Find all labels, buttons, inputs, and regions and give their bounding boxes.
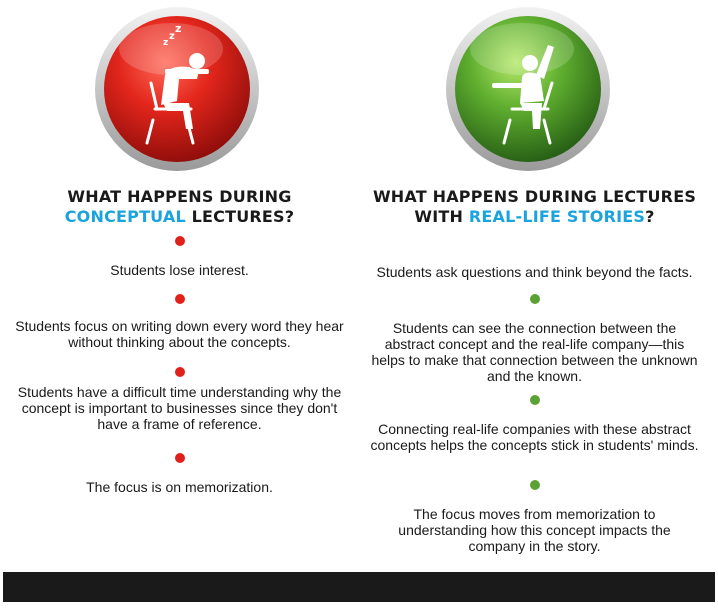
list-item [0, 294, 359, 350]
heading-line2 [355, 207, 714, 227]
item-text: Students can see the connection between the abstract concept and the real-life company—this helps to make that connection between the unknown and the known. [371, 320, 698, 384]
list-item [0, 453, 359, 495]
red-bullet-icon [175, 367, 185, 377]
heading-line1: WHAT HAPPENS DURING LECTURES [372, 187, 697, 206]
svg-text:z: z [175, 22, 182, 35]
list-item [355, 294, 714, 384]
red-bullet-icon [175, 294, 185, 304]
item-text: The focus is on memorization. [86, 479, 273, 495]
real-life-stories-column [359, 0, 718, 570]
heading-rest: ? [645, 207, 655, 226]
item-text: The focus moves from memorization to understanding how this concept impacts the company in the story. [398, 506, 671, 554]
heading-line1: WHAT HAPPENS DURING [67, 187, 292, 206]
item-text: Students ask questions and think beyond the facts. [376, 264, 693, 280]
heading-rest: LECTURES? [185, 207, 295, 226]
conceptual-heading [0, 187, 359, 227]
conceptual-lectures-column [0, 0, 359, 570]
svg-text:z: z [163, 38, 169, 48]
footer-bar [3, 572, 715, 602]
list-item [0, 236, 359, 278]
heading-line2 [0, 207, 359, 227]
green-bullet-icon [530, 480, 540, 490]
item-text: Students have a difficult time understanding why the concept is important to businesses since they don't have a frame of reference. [17, 384, 342, 432]
svg-text:z: z [169, 31, 175, 42]
heading-prefix: WITH [414, 207, 469, 226]
item-text: Students focus on writing down every word they hear without thinking about the concepts. [15, 318, 344, 350]
list-item [355, 480, 714, 554]
list-item [355, 395, 714, 453]
green-bullet-icon [530, 395, 540, 405]
list-item [0, 367, 359, 432]
real-life-heading [355, 187, 714, 227]
item-text: Connecting real-life companies with these abstract concepts helps the concepts stick in students' minds. [370, 421, 699, 453]
heading-highlight: REAL-LIFE STORIES [468, 207, 646, 226]
raised-hand-student-icon [444, 5, 612, 173]
list-item [355, 264, 714, 280]
red-bullet-icon [175, 453, 185, 463]
sleeping-student-icon [93, 5, 261, 173]
item-text: Students lose interest. [110, 262, 249, 278]
heading-highlight: CONCEPTUAL [64, 207, 186, 226]
red-bullet-icon [175, 236, 185, 246]
green-bullet-icon [530, 294, 540, 304]
